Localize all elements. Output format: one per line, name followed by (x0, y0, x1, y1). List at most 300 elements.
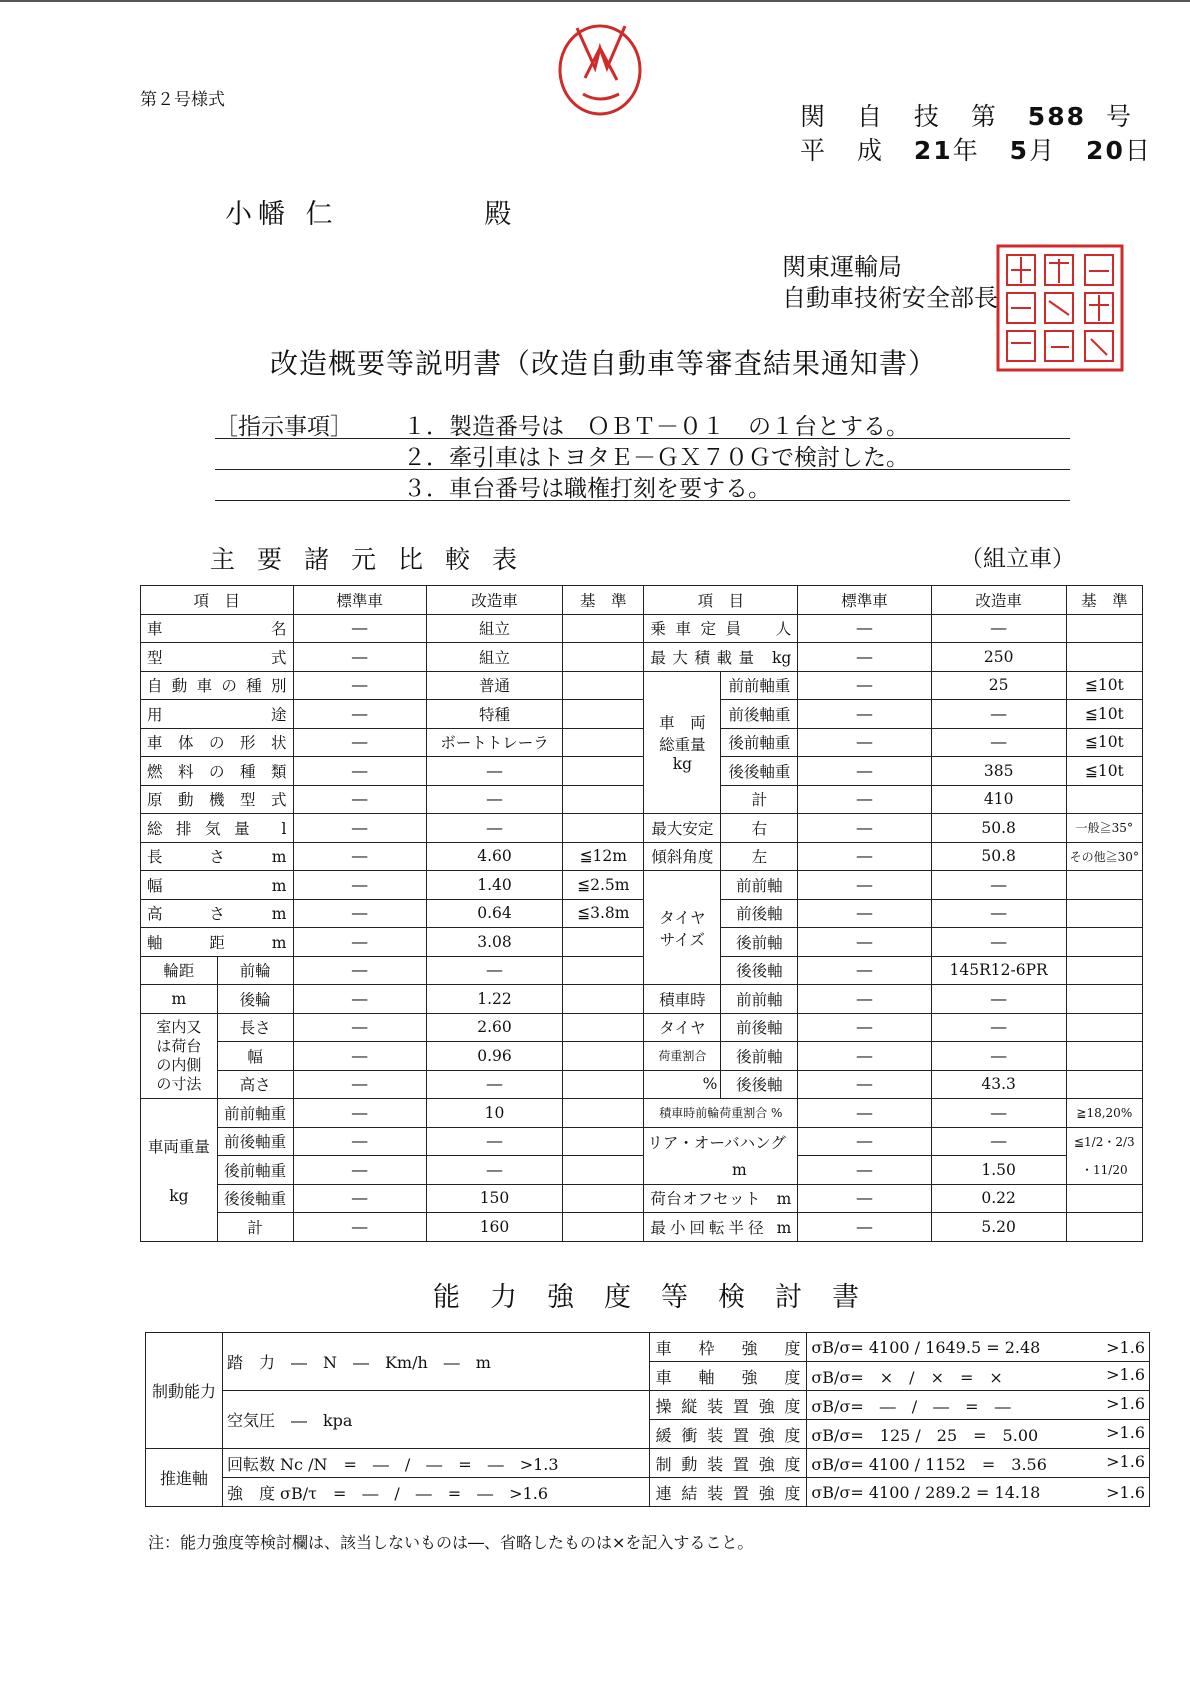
table-row (146, 1478, 1150, 1507)
row-label: 車枠強度 (649, 1333, 807, 1362)
square-official-seal (995, 243, 1125, 373)
mod-value: 250 (931, 643, 1066, 672)
table-row (141, 814, 1143, 843)
row-label: 後後軸 (721, 956, 798, 985)
std-value: ― (293, 1127, 426, 1156)
air-pressure: 空気圧 ― kpa (222, 1391, 649, 1449)
header-criteria: 基 準 (563, 586, 644, 615)
instruction-row-3 (215, 470, 1070, 501)
row-label: 高さ (217, 1070, 293, 1099)
criteria-value (563, 614, 644, 643)
criteria-value (1066, 985, 1142, 1014)
tire-size-group (644, 871, 721, 985)
criteria-value (1066, 899, 1142, 928)
row-label: 後後軸 (721, 1070, 798, 1099)
header-standard: 標準車 (798, 586, 931, 615)
row-label: 計 (217, 1213, 293, 1242)
std-value: ― (293, 899, 426, 928)
tread-group-label: 輪距 (141, 956, 218, 985)
criteria-value: ≦2.5m (563, 871, 644, 900)
row-label: 用 途 (141, 700, 294, 729)
table-row (141, 614, 1143, 643)
mod-value: ― (931, 1042, 1066, 1071)
table-header-row (141, 586, 1143, 615)
table-row (141, 899, 1143, 928)
mod-value: 0.22 (931, 1184, 1066, 1213)
row-label: 積車時前輪荷重割合 % (644, 1099, 798, 1128)
row-label: 高 さ m (141, 899, 294, 928)
tilt-group-label: 傾斜角度 (644, 842, 721, 871)
table-row (146, 1449, 1150, 1478)
std-value: ― (798, 842, 931, 871)
std-value: ― (293, 842, 426, 871)
criteria-value (1066, 614, 1142, 643)
row-label: 荷台オフセット m (644, 1184, 798, 1213)
honorific: 殿 (484, 199, 518, 230)
std-value: ― (798, 1184, 931, 1213)
table-row (141, 871, 1143, 900)
std-value: ― (293, 614, 426, 643)
criteria-value (563, 814, 644, 843)
form-number: 第２号様式 (140, 90, 225, 110)
interior-dimension-group (141, 1013, 218, 1099)
strength-cell (807, 1420, 1150, 1449)
std-value: ― (293, 728, 426, 757)
strength-cell (807, 1449, 1150, 1478)
row-label: 軸 距 m (141, 928, 294, 957)
table-row (141, 643, 1143, 672)
mod-value: ― (426, 785, 562, 814)
std-value: ― (798, 700, 931, 729)
row-label: 前後軸 (721, 1013, 798, 1042)
capacity-strength-table (145, 1332, 1150, 1507)
table-row (141, 1156, 1143, 1185)
criteria-value (563, 1042, 644, 1071)
header-item: 項 目 (644, 586, 798, 615)
criteria-value (1066, 928, 1142, 957)
criteria-value: ・11/20 (1066, 1156, 1142, 1185)
criteria-value (563, 928, 644, 957)
criteria-value (563, 1070, 644, 1099)
group-line: kg (672, 755, 693, 774)
mod-value: 385 (931, 757, 1066, 786)
strength-criteria: >1.6 (1106, 1337, 1145, 1357)
criteria-value (1066, 1070, 1142, 1099)
mod-value: ― (426, 1070, 562, 1099)
mod-value: 25 (931, 671, 1066, 700)
group-line: kg (169, 1186, 189, 1205)
brake-capacity-label: 制動能力 (146, 1333, 223, 1449)
strength-criteria: >1.6 (1106, 1422, 1145, 1442)
row-label: 右 (721, 814, 798, 843)
criteria-value (563, 700, 644, 729)
prop-strength: 強 度 σB/τ = ― / ― = ― >1.6 (222, 1478, 649, 1507)
table-row (141, 928, 1143, 957)
mod-value: 1.22 (426, 985, 562, 1014)
std-value: ― (293, 1042, 426, 1071)
std-value: ― (293, 956, 426, 985)
strength-cell (807, 1478, 1150, 1507)
criteria-value (563, 985, 644, 1014)
criteria-value: 一般≧35° (1066, 814, 1142, 843)
criteria-value (563, 785, 644, 814)
strength-value: σB/σ= 4100 / 289.2 = 14.18 (811, 1482, 1041, 1502)
group-line: 車両重量 (147, 1137, 210, 1156)
table-row (141, 1127, 1143, 1156)
criteria-value (563, 1013, 644, 1042)
table-row (141, 956, 1143, 985)
table-row (141, 700, 1143, 729)
mod-value: ― (426, 1127, 562, 1156)
std-value: ― (798, 614, 931, 643)
prop-rotation: 回転数 Nc /N = ― / ― = ― >1.3 (222, 1449, 649, 1478)
std-value: ― (293, 1184, 426, 1213)
instructions-label: ［指示事項］ (215, 414, 353, 440)
mod-value: 普通 (426, 671, 562, 700)
instruction-row-2 (215, 439, 1070, 470)
mod-value: ― (931, 871, 1066, 900)
criteria-value (1066, 1213, 1142, 1242)
strength-cell (807, 1391, 1150, 1420)
criteria-value: ≦10t (1066, 728, 1142, 757)
mod-value: 特種 (426, 700, 562, 729)
loadratio-unit: % (644, 1070, 721, 1099)
header-item: 項 目 (141, 586, 294, 615)
criteria-value (563, 757, 644, 786)
row-label: 乗車定員 人 (644, 614, 798, 643)
std-value: ― (798, 928, 931, 957)
era: 平 成 (800, 136, 894, 165)
mod-value: 2.60 (426, 1013, 562, 1042)
row-label: 後前軸重 (721, 728, 798, 757)
row-label: 操縦装置強度 (649, 1391, 807, 1420)
table-row (141, 785, 1143, 814)
mod-value: 3.08 (426, 928, 562, 957)
table-row (141, 1042, 1143, 1071)
criteria-value (563, 1127, 644, 1156)
std-value: ― (798, 1127, 931, 1156)
table-row (141, 1013, 1143, 1042)
mod-value: ― (931, 985, 1066, 1014)
row-label: 後輪 (217, 985, 293, 1014)
issuer-dept: 自動車技術安全部長 (782, 284, 998, 312)
header-standard: 標準車 (293, 586, 426, 615)
std-value: ― (293, 1213, 426, 1242)
mod-value: 43.3 (931, 1070, 1066, 1099)
mod-value: 0.96 (426, 1042, 562, 1071)
loadratio-group-label: タイヤ (644, 1013, 721, 1042)
doc-number-suffix: 号 (1105, 102, 1143, 131)
criteria-value (563, 1099, 644, 1128)
footnote: 注：能力強度等検討欄は、該当しないものは―、省略したものは×を記入すること。 (148, 1533, 754, 1552)
mod-value: ― (931, 700, 1066, 729)
document-number-date (800, 100, 1162, 168)
mod-value: ― (931, 1099, 1066, 1128)
mod-value: ― (426, 956, 562, 985)
row-label: 型 式 (141, 643, 294, 672)
mod-value: 4.60 (426, 842, 562, 871)
table-row (141, 1099, 1143, 1128)
mod-value: ― (931, 899, 1066, 928)
std-value: ― (798, 643, 931, 672)
std-value: ― (293, 785, 426, 814)
strength-value: σB/σ= 4100 / 1649.5 = 2.48 (811, 1337, 1041, 1357)
propeller-shaft-label: 推進軸 (146, 1449, 223, 1507)
std-value: ― (293, 814, 426, 843)
criteria-value (563, 1184, 644, 1213)
std-value: ― (293, 700, 426, 729)
std-value: ― (798, 728, 931, 757)
header-modified: 改造車 (931, 586, 1066, 615)
criteria-value: ≦1/2・2/3 (1066, 1127, 1142, 1156)
row-label: 車体の形状 (141, 728, 294, 757)
std-value: ― (293, 985, 426, 1014)
row-label: 前後軸重 (217, 1127, 293, 1156)
instruction-row-1 (215, 408, 1070, 439)
day-label: 日 (1124, 136, 1162, 165)
row-label: 最小回転半径 m (644, 1213, 798, 1242)
row-label: 前前軸重 (217, 1099, 293, 1128)
std-value: ― (798, 956, 931, 985)
criteria-value (563, 1213, 644, 1242)
overhang-unit: m (644, 1156, 798, 1185)
row-label: 緩衝装置強度 (649, 1420, 807, 1449)
mod-value: ― (426, 814, 562, 843)
criteria-value: ≦10t (1066, 757, 1142, 786)
criteria-value (563, 1156, 644, 1185)
spec-comparison-table (140, 585, 1143, 1242)
std-value: ― (798, 899, 931, 928)
criteria-value (1066, 871, 1142, 900)
std-value: ― (798, 985, 931, 1014)
criteria-value (1066, 643, 1142, 672)
month: 5 (1009, 136, 1030, 165)
issuer-office: 関東運輸局 (782, 253, 902, 281)
strength-criteria: >1.6 (1106, 1482, 1145, 1502)
mod-value: 50.8 (931, 842, 1066, 871)
group-line: タイヤ (659, 908, 706, 927)
std-value: ― (798, 814, 931, 843)
criteria-value (1066, 785, 1142, 814)
day: 20 (1086, 136, 1125, 165)
std-value: ― (293, 1013, 426, 1042)
mod-value: ― (931, 928, 1066, 957)
row-label: 燃料の種類 (141, 757, 294, 786)
group-line: は荷台 (156, 1036, 202, 1055)
mod-value: 5.20 (931, 1213, 1066, 1242)
row-label: 連結装置強度 (649, 1478, 807, 1507)
document-title: 改造概要等説明書（改造自動車等審査結果通知書） (270, 347, 938, 380)
criteria-value (1066, 956, 1142, 985)
std-value: ― (293, 643, 426, 672)
row-label: 前後軸 (721, 899, 798, 928)
table-row (146, 1333, 1150, 1362)
strength-value: σB/σ= 125 / 25 = 5.00 (811, 1425, 1039, 1445)
std-value: ― (293, 757, 426, 786)
row-label: 制動装置強度 (649, 1449, 807, 1478)
group-line: 総重量 (659, 736, 706, 755)
criteria-value (563, 956, 644, 985)
mod-value: 0.64 (426, 899, 562, 928)
row-label: 後後軸重 (721, 757, 798, 786)
vehicle-weight-group (141, 1099, 218, 1242)
table-row (141, 1184, 1143, 1213)
std-value: ― (798, 1042, 931, 1071)
table-row (146, 1391, 1150, 1420)
std-value: ― (293, 871, 426, 900)
row-label: 後後軸重 (217, 1184, 293, 1213)
std-value: ― (798, 1013, 931, 1042)
std-value: ― (798, 757, 931, 786)
std-value: ― (293, 1099, 426, 1128)
mod-value: 145R12-6PR (931, 956, 1066, 985)
criteria-value: その他≧30° (1066, 842, 1142, 871)
row-label: 総排気量 l (141, 814, 294, 843)
month-label: 月 (1029, 136, 1067, 165)
criteria-value: ≦10t (1066, 671, 1142, 700)
brake-pedal-force: 踏 力 ― N ― Km/h ― m (222, 1333, 649, 1391)
std-value: ― (798, 1156, 931, 1185)
mod-value: ボートトレーラ (426, 728, 562, 757)
mod-value: 50.8 (931, 814, 1066, 843)
strength-value: σB/σ= 4100 / 1152 = 3.56 (811, 1454, 1047, 1474)
mod-value: 150 (426, 1184, 562, 1213)
gross-weight-group (644, 671, 721, 814)
header-criteria: 基 準 (1066, 586, 1142, 615)
vehicle-type-note: （組立車） (960, 546, 1075, 572)
criteria-value (1066, 1042, 1142, 1071)
mod-value: 410 (931, 785, 1066, 814)
recipient-name: 小幡 仁 (225, 199, 339, 230)
criteria-value: ≦3.8m (563, 899, 644, 928)
criteria-value: ≦12m (563, 842, 644, 871)
row-label: 前前軸重 (721, 671, 798, 700)
strength-criteria: >1.6 (1106, 1393, 1145, 1413)
mod-value: ― (931, 1127, 1066, 1156)
tilt-group-label: 最大安定 (644, 814, 721, 843)
std-value: ― (293, 1156, 426, 1185)
mod-value: ― (426, 757, 562, 786)
strength-cell (807, 1333, 1150, 1362)
std-value: ― (293, 671, 426, 700)
tread-unit: m (141, 985, 218, 1014)
row-label: 前前軸 (721, 985, 798, 1014)
group-line: 車 両 (659, 714, 706, 733)
spec-comparison-title: 主要諸元比較表 (210, 545, 540, 574)
group-line: サイズ (659, 930, 705, 949)
strength-value: σB/σ= ― / ― = ― (811, 1396, 1011, 1416)
instructions (215, 408, 1070, 501)
doc-number: 588 (1027, 102, 1086, 131)
table-row (141, 757, 1143, 786)
year: 21 (913, 136, 953, 165)
std-value: ― (293, 1070, 426, 1099)
instruction-item: １．製造番号は ＯＢＴ－０１ の１台とする。 (403, 414, 909, 440)
mod-value: 10 (426, 1099, 562, 1128)
mod-value: 1.40 (426, 871, 562, 900)
row-label: 長 さ m (141, 842, 294, 871)
std-value: ― (798, 871, 931, 900)
row-label: 長さ (217, 1013, 293, 1042)
instruction-item: ２．牽引車はトヨタＥ－ＧＸ７０Ｇで検討した。 (403, 445, 909, 471)
row-label: 車 名 (141, 614, 294, 643)
row-label: 前前軸 (721, 871, 798, 900)
row-label: 左 (721, 842, 798, 871)
std-value: ― (798, 1070, 931, 1099)
mod-value: ― (931, 614, 1066, 643)
page-top-border (0, 0, 1190, 2)
strength-value: σB/σ= × / × = × (811, 1367, 1003, 1387)
std-value: ― (293, 928, 426, 957)
std-value: ― (798, 1213, 931, 1242)
row-label: 幅 m (141, 871, 294, 900)
group-line: 室内又 (156, 1017, 202, 1036)
std-value: ― (798, 785, 931, 814)
circular-seal-stamp (555, 8, 645, 118)
row-label: 後前軸 (721, 1042, 798, 1071)
row-label: リア・オーバハング (644, 1127, 798, 1156)
mod-value: 組立 (426, 614, 562, 643)
row-label: 車軸強度 (649, 1362, 807, 1391)
group-line: の内側 (156, 1055, 202, 1074)
loadratio-group-label: 積車時 (644, 985, 721, 1014)
loadratio-group-label: 荷重割合 (644, 1042, 721, 1071)
row-label: 後前軸重 (217, 1156, 293, 1185)
row-label: 最大積載量 kg (644, 643, 798, 672)
mod-value: 組立 (426, 643, 562, 672)
strength-criteria: >1.6 (1106, 1364, 1145, 1384)
year-label: 年 (952, 136, 990, 165)
issuer (782, 252, 998, 314)
strength-cell (807, 1362, 1150, 1391)
mod-value: ― (426, 1156, 562, 1185)
doc-number-prefix: 関 自 技 第 (800, 102, 1008, 131)
row-label: 幅 (217, 1042, 293, 1071)
mod-value: ― (931, 728, 1066, 757)
std-value: ― (798, 671, 931, 700)
group-line: の寸法 (156, 1074, 202, 1093)
table-row (141, 728, 1143, 757)
criteria-value (563, 643, 644, 672)
criteria-value: ≦10t (1066, 700, 1142, 729)
table-row (141, 1070, 1143, 1099)
header-modified: 改造車 (426, 586, 562, 615)
recipient (225, 192, 517, 231)
instruction-item: ３．車台番号は職権打刻を要する。 (403, 476, 771, 502)
capacity-review-title: 能力強度等検討書 (433, 1282, 889, 1313)
row-label: 後前軸 (721, 928, 798, 957)
criteria-value (1066, 1013, 1142, 1042)
row-label: 原動機型式 (141, 785, 294, 814)
std-value: ― (798, 1099, 931, 1128)
strength-criteria: >1.6 (1106, 1451, 1145, 1471)
row-label: 自動車の種別 (141, 671, 294, 700)
table-row (141, 842, 1143, 871)
table-row (141, 985, 1143, 1014)
criteria-value (563, 671, 644, 700)
mod-value: ― (931, 1013, 1066, 1042)
mod-value: 1.50 (931, 1156, 1066, 1185)
row-label: 計 (721, 785, 798, 814)
table-row (141, 671, 1143, 700)
row-label: 前輪 (217, 956, 293, 985)
row-label: 前後軸重 (721, 700, 798, 729)
table-row (141, 1213, 1143, 1242)
criteria-value: ≧18,20% (1066, 1099, 1142, 1128)
criteria-value (1066, 1184, 1142, 1213)
mod-value: 160 (426, 1213, 562, 1242)
criteria-value (563, 728, 644, 757)
